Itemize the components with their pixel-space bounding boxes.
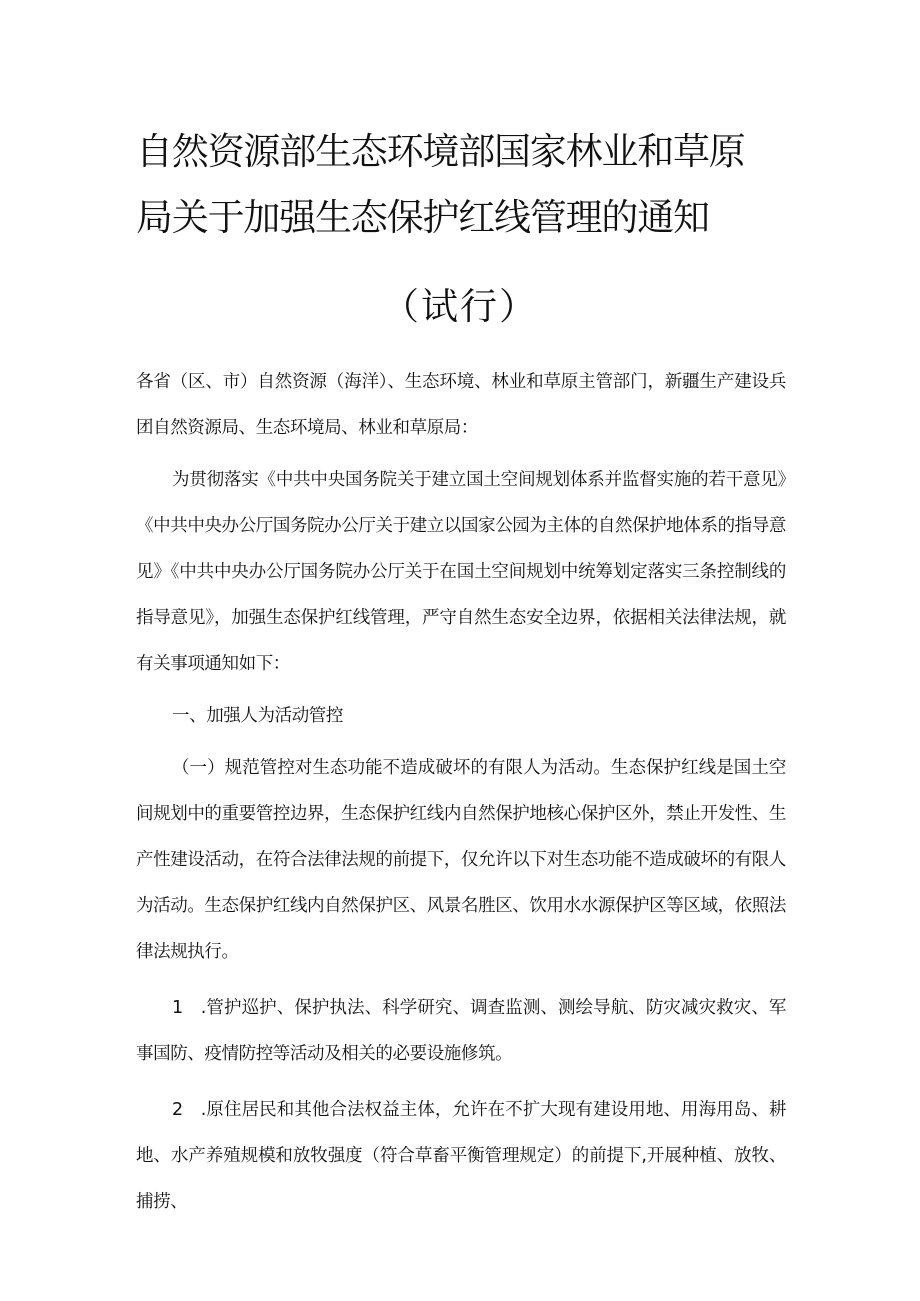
addressee-paragraph: 各省（区、市）自然资源（海洋）、生态环境、林业和草原主管部门，新疆生产建设兵团自然资源局、生态环境局、林业和草原局： [136,372,786,438]
list-item-1: 1 .管护巡护、保护执法、科学研究、调查监测、测绘导航、防灾减灾救灾、军事国防、疫情防控等活动及相关的必要设施修筑。 [136,998,786,1064]
section-1-heading: 一、加强人为活动管控 [172,706,343,726]
document-title-line-3: （试行） [382,285,538,328]
document-body [136,359,786,1225]
document-title-line-1: 自然资源部生态环境部国家林业和草原 [136,130,745,173]
section-1-paragraph-1: （一）规范管控对生态功能不造成破坏的有限人为活动。生态保护红线是国土空间规划中的重要管控边界，生态保护红线内自然保护地核心保护区外，禁止开发性、生产性建设活动，在符合法律法规的前提下，仅允许以下对生态功能不造成破坏的有限人为活动。生态保护红线内自然保护区、风景名胜区、饮用水水源保护区等区域，依照法律法规执行。 [136,758,786,962]
list-item-2: 2 .原住居民和其他合法权益主体，允许在不扩大现有建设用地、用海用岛、耕地、水产养殖规模和放牧强度（符合草畜平衡管理规定）的前提下,开展种植、放牧、捕捞、 [136,1100,786,1212]
intro-paragraph: 为贯彻落实《中共中央国务院关于建立国土空间规划体系并监督实施的若干意见》《中共中央办公厅国务院办公厅关于建立以国家公园为主体的自然保护地体系的指导意见》《中共中央办公厅国务院办公厅关于在国土空间规划中统筹划定落实三条控制线的指导意见》，加强生态保护红线管理，严守自然生态安全边界，依据相关法律法规，就有关事项通知如下： [136,470,786,674]
document-title-line-2: 局关于加强生态保护红线管理的通知 [136,196,709,239]
